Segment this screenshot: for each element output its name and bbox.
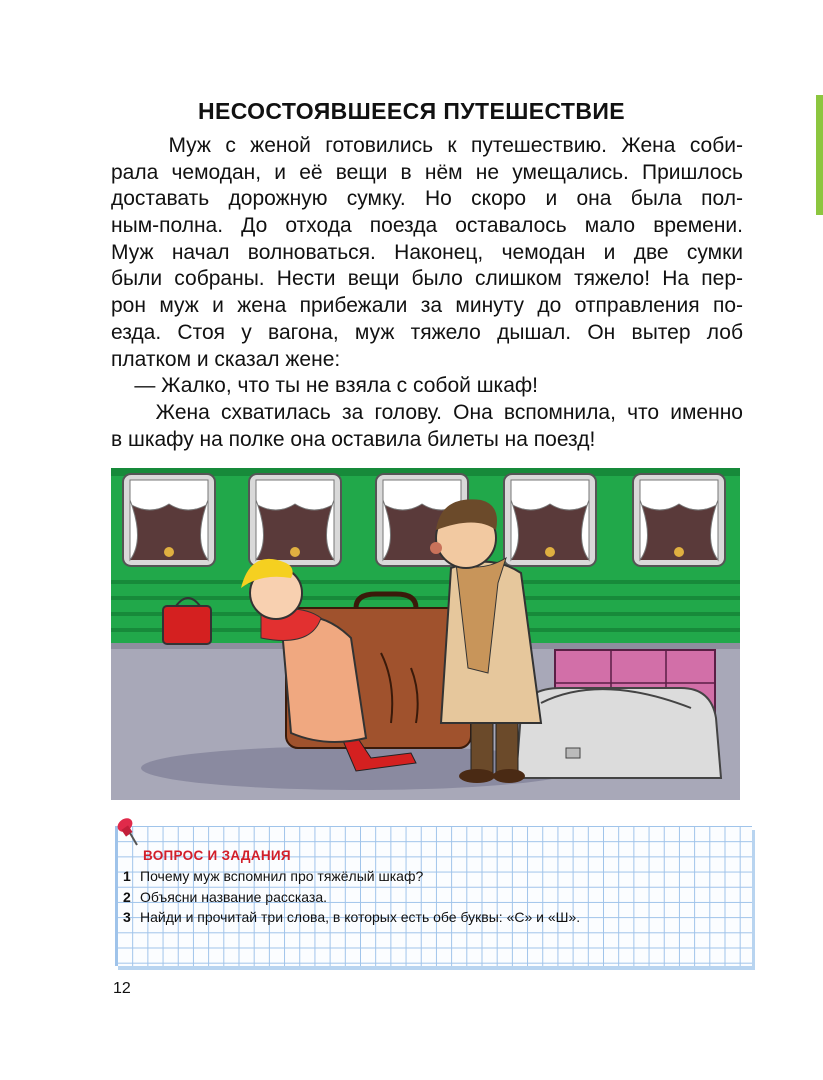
story-line: Муж с женой готовились к путешествию. Жена соби- [111, 134, 743, 157]
task-text: Почему муж вспомнил про тяжёлый шкаф? [140, 868, 424, 884]
task-number: 3 [123, 909, 131, 925]
story-line: платком и сказал жене: [111, 347, 341, 371]
story-line: Муж начал волноваться. Наконец, чемодан и две сумки [111, 240, 743, 264]
story-line: были собраны. Нести вещи было слишком тяжело! На пер- [111, 267, 743, 291]
story-illustration [111, 468, 740, 800]
story-text [111, 133, 743, 453]
task-number: 2 [123, 889, 131, 905]
story-line: ным-полна. До отхода поезда оставалось мало времени. [111, 214, 743, 238]
task-text: Найди и прочитай три слова, в которых есть обе буквы: «С» и «Ш». [140, 909, 581, 925]
page-number: 12 [113, 980, 131, 997]
story-line: в шкафу на полке она оставила билеты на поезд! [111, 427, 596, 451]
task-item [123, 909, 580, 925]
grey-bag [516, 688, 721, 778]
train-window [123, 474, 215, 566]
task-item [123, 889, 327, 905]
story-line: — Жалко, что ты не взяла с собой шкаф! [111, 374, 538, 398]
story-line: езда. Стоя у вагона, муж тяжело дышал. Он вытер лоб [111, 320, 743, 344]
train-window [249, 474, 341, 566]
story-title: НЕСОСТОЯВШЕЕСЯ ПУТЕШЕСТВИЕ [197, 98, 626, 124]
pushpin-icon [113, 815, 143, 849]
tasks-heading: ВОПРОС И ЗАДАНИЯ [143, 848, 291, 863]
story-line: доставать дорожную сумку. Но скоро и она была пол- [111, 187, 743, 211]
story-line: рала чемодан, и её вещи в нём не умещались. Пришлось [111, 160, 743, 184]
task-item [123, 868, 423, 884]
story-line: рон муж и жена прибежали за минуту до отправления по- [111, 294, 743, 318]
task-text: Объясни название рассказа. [140, 889, 328, 905]
train-window [504, 474, 596, 566]
task-number: 1 [123, 868, 131, 884]
train-window [633, 474, 725, 566]
story-line: Жена схватилась за голову. Она вспомнила, что именно [111, 400, 743, 424]
